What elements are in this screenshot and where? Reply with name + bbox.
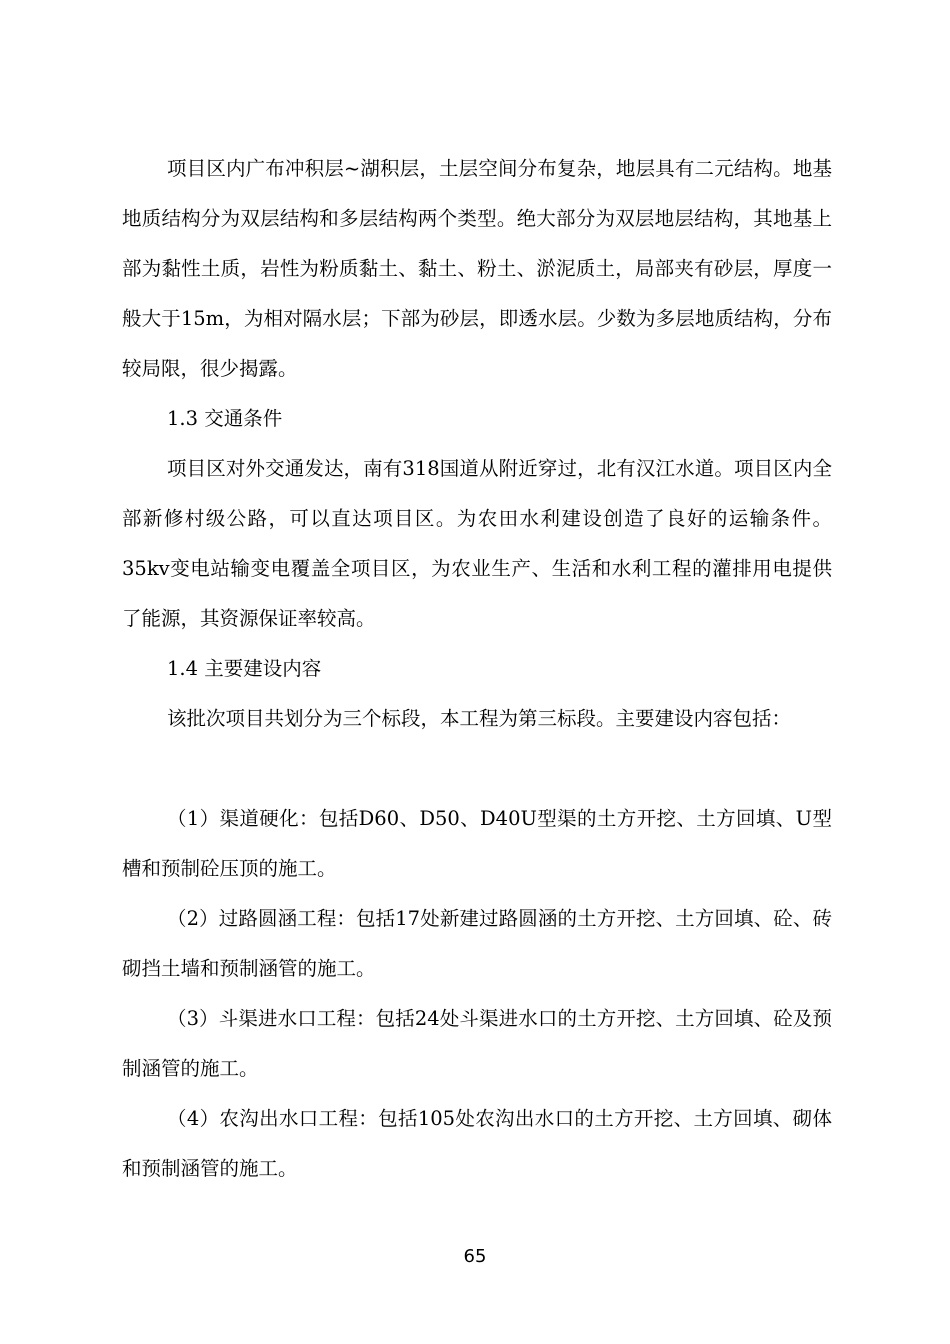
content-item-1: （1）渠道硬化：包括D60、D50、D40U型渠的土方开挖、土方回填、U型槽和预制砼压顶的施工。: [122, 807, 832, 880]
traffic-paragraph: 项目区对外交通发达，南有318国道从附近穿过，北有汉江水道。项目区内全部新修村级公路，可以直达项目区。为农田水利建设创造了良好的运输条件。35kv变电站输变电覆盖全项目区，为农业生产、生活和水利工程的灌排用电提供了能源，其资源保证率较高。: [122, 457, 832, 630]
section-heading-content: 1.4 主要建设内容: [167, 657, 322, 680]
geology-paragraph: 项目区内广布冲积层~湖积层，土层空间分布复杂，地层具有二元结构。地基地质结构分为双层结构和多层结构两个类型。绝大部分为双层地层结构，其地基上部为黏性土质，岩性为粉质黏土、黏土、粉土、淤泥质土，局部夹有砂层，厚度一般大于15m，为相对隔水层；下部为砂层，即透水层。少数为多层地质结构，分布较局限，很少揭露。: [122, 157, 832, 380]
content-item-3: （3）斗渠进水口工程：包括24处斗渠进水口的土方开挖、土方回填、砼及预制涵管的施工。: [122, 1007, 832, 1080]
content-intro-paragraph: 该批次项目共划分为三个标段，本工程为第三标段。主要建设内容包括：: [167, 707, 792, 730]
page-number: 65: [463, 1246, 487, 1267]
content-item-4: （4）农沟出水口工程：包括105处农沟出水口的土方开挖、土方回填、砌体和预制涵管的施工。: [122, 1107, 832, 1180]
content-item-2: （2）过路圆涵工程：包括17处新建过路圆涵的土方开挖、土方回填、砼、砖砌挡土墙和预制涵管的施工。: [122, 907, 832, 980]
section-heading-traffic: 1.3 交通条件: [167, 407, 283, 430]
